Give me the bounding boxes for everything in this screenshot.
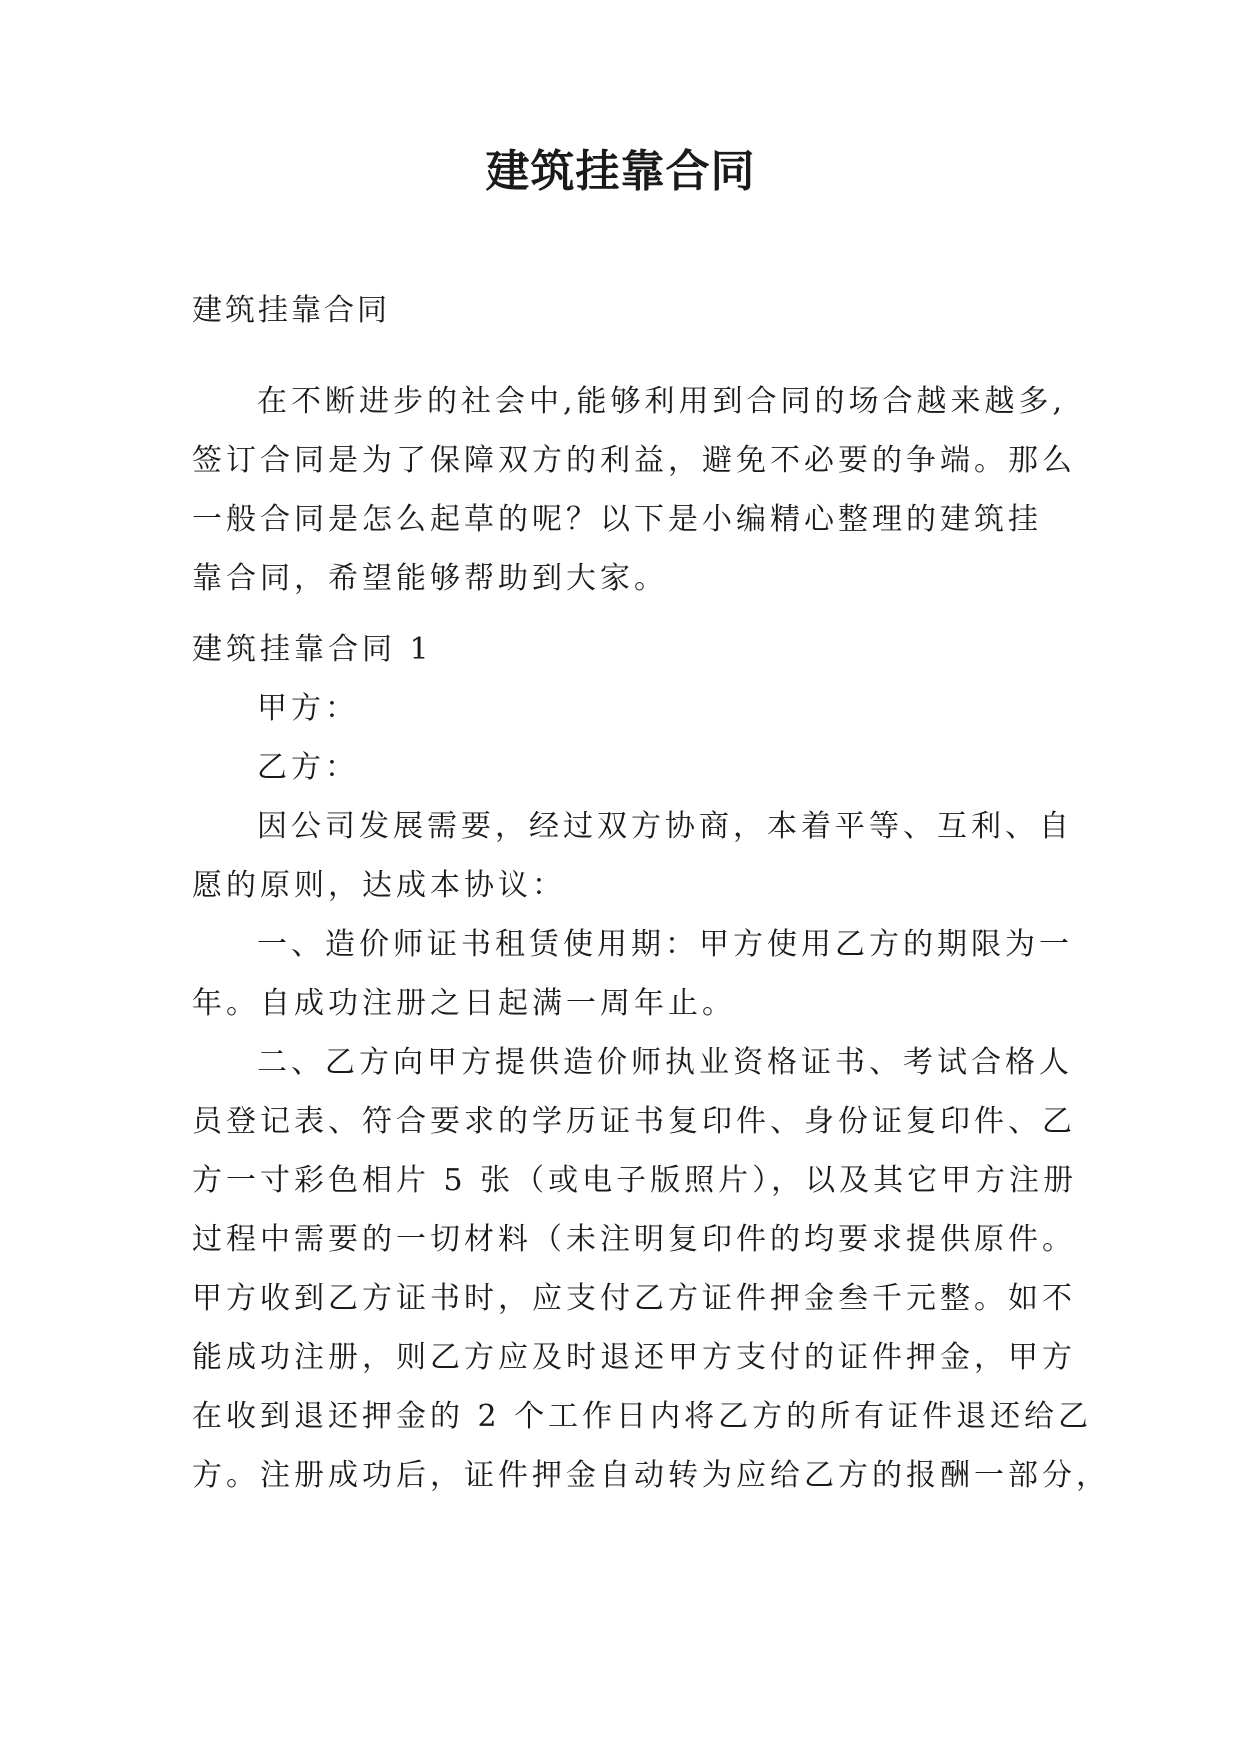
section-heading: 建筑挂靠合同 1 (192, 632, 433, 667)
paragraph-line: 方一寸彩色相片 5 张（或电子版照片），以及其它甲方注册 (192, 1163, 1078, 1198)
paragraph-line: 方。注册成功后，证件押金自动转为应给乙方的报酬一部分， (192, 1458, 1110, 1493)
paragraph-line: 一般合同是怎么起草的呢？以下是小编精心整理的建筑挂 (192, 502, 1042, 537)
paragraph-line: 能成功注册，则乙方应及时退还甲方支付的证件押金，甲方 (192, 1340, 1076, 1375)
paragraph-line: 在收到退还押金的 2 个工作日内将乙方的所有证件退还给乙 (192, 1399, 1093, 1434)
paragraph-line: 在不断进步的社会中,能够利用到合同的场合越来越多, (257, 384, 1067, 419)
paragraph-line: 愿的原则，达成本协议： (192, 868, 566, 903)
paragraph-line: 年。自成功注册之日起满一周年止。 (192, 986, 736, 1021)
intro-paragraph (192, 372, 1076, 608)
document-subtitle: 建筑挂靠合同 (192, 293, 390, 328)
paragraph-line: 甲方收到乙方证书时，应支付乙方证件押金叁千元整。如不 (192, 1281, 1076, 1316)
paragraph-line: 过程中需要的一切材料（未注明复印件的均要求提供原件。 (192, 1222, 1076, 1257)
document-title: 建筑挂靠合同 (485, 146, 756, 197)
paragraph-line: 员登记表、符合要求的学历证书复印件、身份证复印件、乙 (192, 1104, 1076, 1139)
party-b-label: 乙方： (257, 750, 359, 785)
paragraph-line: 二、乙方向甲方提供造价师执业资格证书、考试合格人 (257, 1045, 1073, 1080)
paragraph-line: 因公司发展需要，经过双方协商，本着平等、互利、自 (257, 809, 1073, 844)
paragraph-line: 靠合同，希望能够帮助到大家。 (192, 561, 668, 596)
contract-section (192, 620, 1110, 1505)
paragraph-line: 签订合同是为了保障双方的利益，避免不必要的争端。那么 (192, 443, 1076, 478)
paragraph-line: 一、造价师证书租赁使用期：甲方使用乙方的期限为一 (257, 927, 1073, 962)
party-a-label: 甲方： (257, 691, 359, 726)
